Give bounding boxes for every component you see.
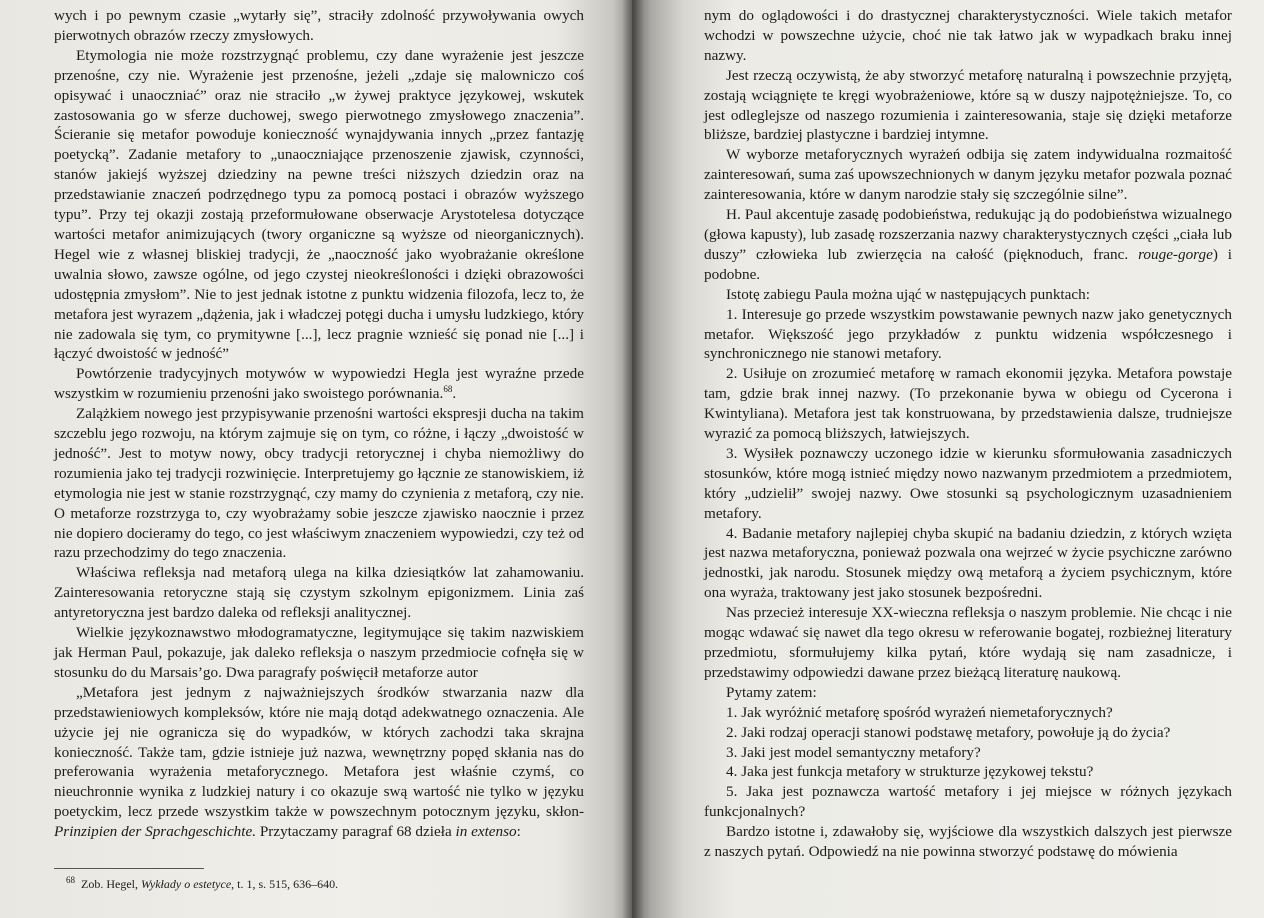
footnote-text: Zob. Hegel, (81, 877, 141, 892)
footnote (54, 877, 584, 892)
paragraph-text: : (516, 823, 521, 841)
footnote-mark: 68 (66, 875, 75, 886)
footnote-title: Wykłady o estetyce (140, 877, 232, 892)
question-item: 5. Jaka jest poznawcza wartość metafory i jej miejsce w różnych językach funkcjonalnych? (704, 783, 1232, 821)
paragraph: W wyborze metaforycznych wyrażeń odbija się zatem indywidualna rozmaitość zainteresowań, suma zaś upowszechnionych w danym języku metafor pozwala poznać zainteresowania, które w danym narodzie stały się szczególnie silne”. (704, 146, 1232, 204)
latin-phrase: in extenso (455, 823, 517, 841)
paragraph: Właściwa refleksja nad metaforą ulega na kilka dziesiątków lat zahamowaniu. Zainteresowania retoryczne stają się czystym szkolnym epigonizmem. Linia zaś antyretoryczna jest bardzo daleka od refleksji analitycznej. (54, 564, 584, 622)
paragraph: Powtórzenie tradycyjnych motywów w wypowiedzi Hegla jest wyraźne przede wszystkim w rozumieniu przenośni jako swoistego porównania.$^{68}$. (54, 365, 584, 403)
list-item: 4. Badanie metafory najlepiej chyba skupić na badaniu dziedzin, z których wzięta jest nazwa metaforyczna, ponieważ pozwala ona wejrzeć w życie psychiczne zarówno jednostki, jak narodu. Stosunek między ową metaforą a życiem psychicznym, które ona wyraża, traktowany jest jako stosunek bezpośredni. (704, 524, 1232, 602)
list-item: 3. Wysiłek poznawczy uczonego idzie w kierunku sformułowania zasadniczych stosunków, które mogą istnieć między nowo nazwanym przedmiotem a przedmiotem, który „udzielił” swojej nazwy. Owe stosunki są psychologicznym uzasadnieniem metafory. (704, 444, 1232, 522)
paragraph: Bardzo istotne i, zdawałoby się, wyjściowe dla wszystkich dalszych jest pierwsze z naszych pytań. Odpowiedź na nie powinna stworzyć podstawę do mówienia (704, 823, 1232, 861)
footnote-divider (54, 868, 204, 869)
paragraph: Wielkie językoznawstwo młodogramatyczne, legitymujące się takim nazwiskiem jak Herman Paul, pokazuje, jak daleko refleksja o naszym przedmiocie cofnęła się w stosunku do du Marsais’go. Dwa paragrafy poświęcił metaforze autor (54, 624, 584, 681)
paragraph-text: H. Paul akcentuje zasadę podobieństwa, redukując ją do podobieństwa wizualnego (głowa kapusty), lub zasadę rozszerzania nazwy charakterystycznych części „ciała lub duszy” człowieka lub zwierzęcia na całość (pięknoduch, franc. (704, 206, 1232, 263)
list-item: 1. Interesuje go przede wszystkim powstawanie pewnych nazw jako genetycznych metafor. Większość jego przykładów z punktu widzenia współczesnego i synchronicznego nie stanowi metafory. (704, 305, 1232, 363)
book-title: Prinzipien der Sprachgeschichte. (54, 823, 257, 841)
paragraph: Pytamy zatem: (726, 683, 817, 701)
paragraph: Jest rzeczą oczywistą, że aby stworzyć metaforę naturalną i powszechnie przyjętą, zostają wciągnięte te kręgi wyobrażeniowe, które są w duszy najpotężniejsze. To, co jest odleglejsze od naszego rozumienia i zainteresowania, staje się dzięki metaforze bliższe, bardziej plastyczne i bardziej intymne. (704, 66, 1232, 144)
paragraph (704, 205, 1232, 285)
paragraph: Istotę zabiegu Paula można ująć w następujących punktach: (726, 285, 1090, 303)
paragraph-text: Przytaczamy paragraf 68 dzieła (256, 823, 456, 841)
question-item: 4. Jaka jest funkcja metafory w strukturze językowej tekstu? (726, 763, 1094, 781)
paragraph: Nas przecież interesuje XX-wieczna refleksja o naszym problemie. Nie chcąc i nie mogąc wdawać się nawet dla tego okresu w referowanie bogatej, rozbieżnej literatury przedmiotu, sformułujemy kilka pytań, które wydają się nam zasadnicze, i przedstawimy odpowiedzi dawane przez bieżącą literaturę naukową. (704, 604, 1232, 681)
list-item: 2. Usiłuje on zrozumieć metaforę w ramach ekonomii języka. Metafora powstaje tam, gdzie brak innej nazwy. (To przekonanie bywa w obiegu od Cycerona i Kwintyliana). Metafora jest tak konstruowana, by przedstawienia dalsze, trudniejsze wyrazić za pomocą bliższych, łatwiejszych. (704, 365, 1232, 443)
footnote-text: , t. 1, s. 515, 636–640. (231, 877, 339, 892)
right-page (632, 0, 1264, 918)
paragraph (54, 683, 584, 842)
paragraph-text: Powtórzenie tradycyjnych motywów w wypowiedzi Hegla jest wyraźne przede wszystkim w rozumieniu przenośni jako swoistego porównania. (54, 365, 584, 403)
question-item: 2. Jaki rodzaj operacji stanowi podstawę metafory, powołuje ją do życia? (726, 723, 1171, 741)
paragraph: wych i po pewnym czasie „wytarły się”, straciły zdolność przywoływania owych pierwotnych obrazów rzeczy zmysłowych. (54, 7, 584, 44)
paragraph-text: ) i podobne. (704, 245, 1233, 283)
footnote-reference: 68 (443, 384, 453, 395)
paragraph-text: „Metafora jest jednym z najważniejszych środków stwarzania nazw dla przedstawieniowych kompleksów, które nie mają dotąd adekwatnego oznaczenia. Ale użycie jej nie ogranicza się do wypadków, w których zachodzi taka skrajna konieczność. Także tam, gdzie istnieje już nazwa, wewnętrzny popęd skłania nas do preferowania wyrażenia metaforycznego. Metafora jest właśnie czymś, co nieuchronnie wynika z ludzkiej natury i co okazuje swą wartość nie tylko w języku poetyckim, lecz przede wszystkim także w powszechnym potocznym języku, skłon- (54, 683, 584, 821)
french-term: rouge-gorge (1138, 245, 1213, 263)
paragraph: nym do oglądowości i do drastycznej charakterystyczności. Wiele takich metafor wchodzi w powszechne użycie, choć nie tak łatwo jak w wypadkach braku innej nazwy. (704, 7, 1232, 64)
question-item: 3. Jaki jest model semantyczny metafory? (726, 743, 981, 761)
question-item: 1. Jak wyróżnić metaforę spośród wyrażeń niemetaforycznych? (726, 703, 1113, 721)
paragraph: Etymologia nie może rozstrzygnąć problemu, czy dane wyrażenie jest jeszcze przenośne, czy nie. Wyrażenie jest przenośne, jeżeli „zdaje się malowniczo coś opisywać i unaoczniać” oraz nie straciło „w żywej praktyce językowej, wskutek zastosowania go w sferze duchowej, swego pierwotnego zmysłowego znaczenia”. Ścieranie się metafor powoduje konieczność wynajdywania innych „przez fantazję poetycką”. Zadanie metafory to „unaoczniające przenoszenie zjawisk, czynności, stanów jakiejś wyższej dziedziny na pewne treści niższych dziedzin oraz na przedstawianie znaczeń podrzędnego typu za pomocą postaci i obrazów wyższego typu”. Przy tej okazji zostają przeformułowane obserwacje Arystotelesa dotyczące wartości metafor animizujących (twory organiczne są wyższe od nieorganicznych). Hegel wie z własnej bliskiej tradycji, że „naoczność jako wyobrażanie określone uwalnia słowo, zawsze ogólne, od jego czystej nieokreśloności i dzięki obrazowości udostępnia zmysłom”. Nie to jest jednak istotne z punktu widzenia filozofa, lecz to, że metafora jest wyrazem „dążenia, jak i władczej potęgi ducha i umysłu ludzkiego, który nie zadowala się tym, co prymitywne [...], lecz pragnie wznieść się ponad nie [...] i łączyć dwoistość w jedność” (54, 46, 584, 363)
paragraph: Zalążkiem nowego jest przypisywanie przenośni wartości ekspresji ducha na takim szczeblu jego rozwoju, na którym zajmuje się on tym, co różne, i łączy „dwoistość w jedność”. Jest to motyw nowy, obcy tradycji retorycznej i chyba niemożliwy do rozumienia jako tej tradycji rozwinięcie. Interpretujemy go łącznie ze stanowiskiem, iż etymologia nie jest w stanie rozstrzygnąć, czy mamy do czynienia z metaforą, czy nie. O metaforze rozstrzyga to, czy wyobrażamy sobie jeszcze zjawisko naocznie i przez nie dopiero docieramy do tego, co jest właściwym znaczeniem wypowiedzi, czy też od razu przechodzimy do tego znaczenia. (54, 405, 584, 562)
